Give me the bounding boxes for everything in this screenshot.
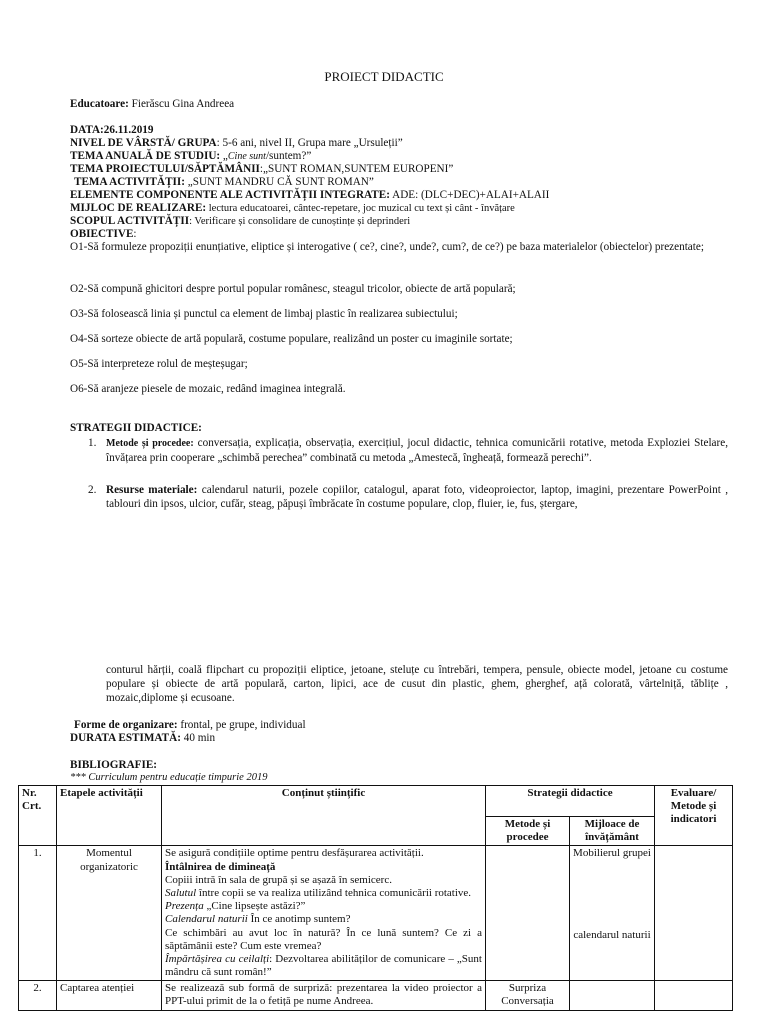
strategii-item-2 — [88, 483, 728, 511]
educatoare-line — [70, 97, 730, 111]
mijloc-label: MIJLOC DE REALIZARE: — [70, 202, 207, 214]
tema-proiect-value: :„SUNT ROMAN,SUNTEM EUROPENI” — [259, 163, 454, 175]
row2-continut: Se realizează sub formă de surpriză: prezentarea la video proiector a PPT-ului primit de la o fetiță pe nume Andreea. — [162, 981, 486, 1010]
resurse-continuation: conturul hărții, coală flipchart cu propoziții eliptice, jetoane, steluțe cu întrebări, tempera, pensule, obiecte model, jetoane cu costume populare și obiecte de artă populară, carton, lipici, ace de cusut din plastic, ghem, gherghef, ață colorată, vârtelniță, tăblițe , mozaic,diplome și ecusoane. — [106, 664, 728, 704]
mijloc-line — [70, 201, 730, 215]
metode-text: conversația, explicația, observația, exercițiul, jocul didactic, tehnica comunicării rotative, metoda Exploziei Stelare, învățarea prin cooperare „schimbă perechea” combinată cu metoda „Amestecă, îngheață, formează perechi”. — [106, 437, 729, 464]
obiective-label: OBIECTIVE — [70, 228, 134, 240]
row2-metode-2: Conversația — [501, 995, 554, 1008]
row1-nr: 1. — [19, 846, 57, 981]
forme-line — [74, 718, 734, 732]
strategii-heading: STRATEGII DIDACTICE: — [70, 422, 202, 434]
tema-anuala-suffix: /suntem?” — [265, 150, 312, 162]
tema-proiect-label: TEMA PROIECTULUI/SĂPTĂMÂNII — [70, 163, 260, 175]
obiective-colon: : — [133, 228, 137, 240]
bibliografie-heading: BIBLIOGRAFIE: — [70, 759, 158, 771]
scopul-label: SCOPUL ACTIVITĂȚII — [70, 215, 190, 227]
tema-activitatii-line — [74, 175, 734, 189]
forme-value: frontal, pe grupe, individual — [177, 719, 306, 731]
prezenta-label: Prezența — [165, 900, 204, 913]
obiectiv-2: O2-Să compună ghicitori despre portul popular românesc, steagul tricolor, obiecte de artă populară; — [70, 283, 516, 295]
row1-line-3: Copiii intră în sala de grupă și se așază în semicerc. — [165, 873, 392, 886]
nivel-line — [70, 136, 730, 150]
data-label: DATA:26.11.2019 — [70, 124, 154, 136]
obiective-line — [70, 227, 730, 241]
row1-metode — [486, 846, 570, 981]
obiectiv-3: O3-Să folosească linia și punctul ca element de limbaj plastic în realizarea subiectului; — [70, 308, 458, 320]
tema-proiect-line — [70, 162, 730, 176]
row2-nr: 2. — [19, 981, 57, 1010]
strategii-item-1-num: 1. — [88, 437, 97, 449]
table-row — [19, 981, 733, 1010]
table-row — [19, 846, 733, 981]
row2-metode-1: Surpriza — [508, 982, 547, 995]
durata-value: 40 min — [180, 732, 216, 744]
bibliografie-item: *** Curriculum pentru educație timpurie 2019 — [70, 772, 268, 783]
resurse-label: Resurse materiale: — [106, 484, 198, 496]
elemente-value: ADE: (DLC+DEC)+ALAI+ALAII — [389, 189, 550, 201]
row1-continut — [162, 846, 486, 981]
header-etapele: Etapele activității — [57, 786, 162, 846]
row1-line-7: Ce schimbări au avut loc în natură? În ce lună suntem? Ce zi a săptămânii este? Cum este vremea? — [165, 926, 482, 952]
scopul-value: : Verificare și consolidare de cunoștințe și deprinderi — [189, 216, 411, 227]
header-mijloace: Mijloace de învățământ — [570, 817, 655, 846]
obiectiv-5: O5-Să interpreteze rolul de meșteșugar; — [70, 358, 248, 370]
tema-activitatii-label: TEMA ACTIVITĂȚII: — [74, 176, 185, 188]
salutul-label: Salutul — [165, 886, 197, 899]
elemente-label: ELEMENTE COMPONENTE ALE ACTIVITĂȚII INTEGRATE: — [70, 189, 390, 201]
elemente-line — [70, 188, 730, 202]
durata-line — [70, 731, 730, 745]
row1-line-6: Calendarul naturii În ce anotimp suntem? — [165, 913, 351, 926]
row1-mijloace — [570, 846, 655, 981]
row2-metode — [486, 981, 570, 1010]
row2-etapa: Captarea atenției — [57, 981, 162, 1010]
strategii-item-1 — [88, 436, 728, 465]
obiectiv-1: O1-Să formuleze propoziții enunțiative, eliptice și interogative ( ce?, cine?, unde?, cum?, de ce?) pe baza materialelor (obiectelor) prezentate; — [70, 241, 704, 253]
header-continut: Conținut științific — [162, 786, 486, 846]
resurse-text: calendarul naturii, pozele copiilor, catalogul, aparat foto, videoproiector, laptop, imagini, prezentare PowerPoint , tablouri din ipsos, ulcior, cufăr, steag, păpuși îmbrăcate în costume populare, clop, fluier, ie, fus, ștergare, — [106, 484, 728, 510]
row1-line-2: Întâlnirea de dimineață — [165, 860, 276, 873]
forme-label: Forme de organizare: — [74, 719, 178, 731]
tema-anuala-italic: Cine sunt — [227, 151, 266, 162]
educatoare-label: Educatoare: — [70, 98, 129, 110]
header-strategii: Strategii didactice — [486, 786, 655, 817]
scopul-line — [70, 214, 730, 228]
row1-mijloace-2: calendarul naturii — [573, 928, 651, 941]
data-line — [70, 123, 730, 137]
obiectiv-4: O4-Să sorteze obiecte de artă populară, costume populare, realizând un poster cu imaginile sortate; — [70, 333, 513, 345]
tema-activitatii-value: „SUNT MANDRU CĂ SUNT ROMAN” — [184, 176, 374, 188]
row1-line-8: Împărtășirea cu ceilalți: Dezvoltarea abilităților de comunicare – „Sunt mândru că sunt român!” — [165, 952, 482, 979]
activity-table — [18, 785, 733, 1011]
page-title: PROIECT DIDACTIC — [324, 69, 444, 84]
educatoare-value: Fierăscu Gina Andreea — [131, 98, 235, 110]
nivel-value: : 5-6 ani, nivel II, Grupa mare „Ursuleții” — [216, 137, 403, 149]
mijloc-value: lectura educatoarei, cântec-repetare, joc muzical cu text și cânt - învățare — [206, 203, 515, 214]
metode-label: Metode și procedee: — [106, 438, 194, 449]
row1-etapa: Momentul organizatoric — [57, 846, 162, 981]
row1-line-4: Salutul între copii se va realiza utilizând tehnica comunicării rotative. — [165, 886, 472, 899]
header-nr: Nr. Crt. — [19, 786, 57, 846]
table-header-row — [19, 786, 733, 817]
row2-mijloace — [570, 981, 655, 1010]
durata-label: DURATA ESTIMATĂ: — [70, 732, 181, 744]
header-metode: Metode și procedee — [486, 817, 570, 846]
row1-line-5: Prezența „Cine lipsește astăzi?” — [165, 900, 306, 913]
row1-line-1: Se asigură condițiile optime pentru desfășurarea activității. — [165, 847, 424, 860]
row1-evaluare — [655, 846, 733, 981]
strategii-item-2-num: 2. — [88, 484, 97, 496]
tema-anuala-prefix: „ — [220, 150, 228, 162]
row1-mijloace-1: Mobilierul grupei — [573, 847, 651, 860]
obiectiv-6: O6-Să aranjeze piesele de mozaic, redând imaginea integrală. — [70, 383, 346, 395]
nivel-label: NIVEL DE VÂRSTĂ/ GRUPA — [70, 137, 217, 149]
header-evaluare: Evaluare/ Metode și indicatori — [655, 786, 733, 846]
row2-evaluare — [655, 981, 733, 1010]
impartasirea-label: Împărtășirea cu ceilalți — [165, 952, 270, 965]
tema-anuala-label: TEMA ANUALĂ DE STUDIU: — [70, 150, 221, 162]
calendarul-label: Calendarul naturii — [165, 913, 248, 926]
